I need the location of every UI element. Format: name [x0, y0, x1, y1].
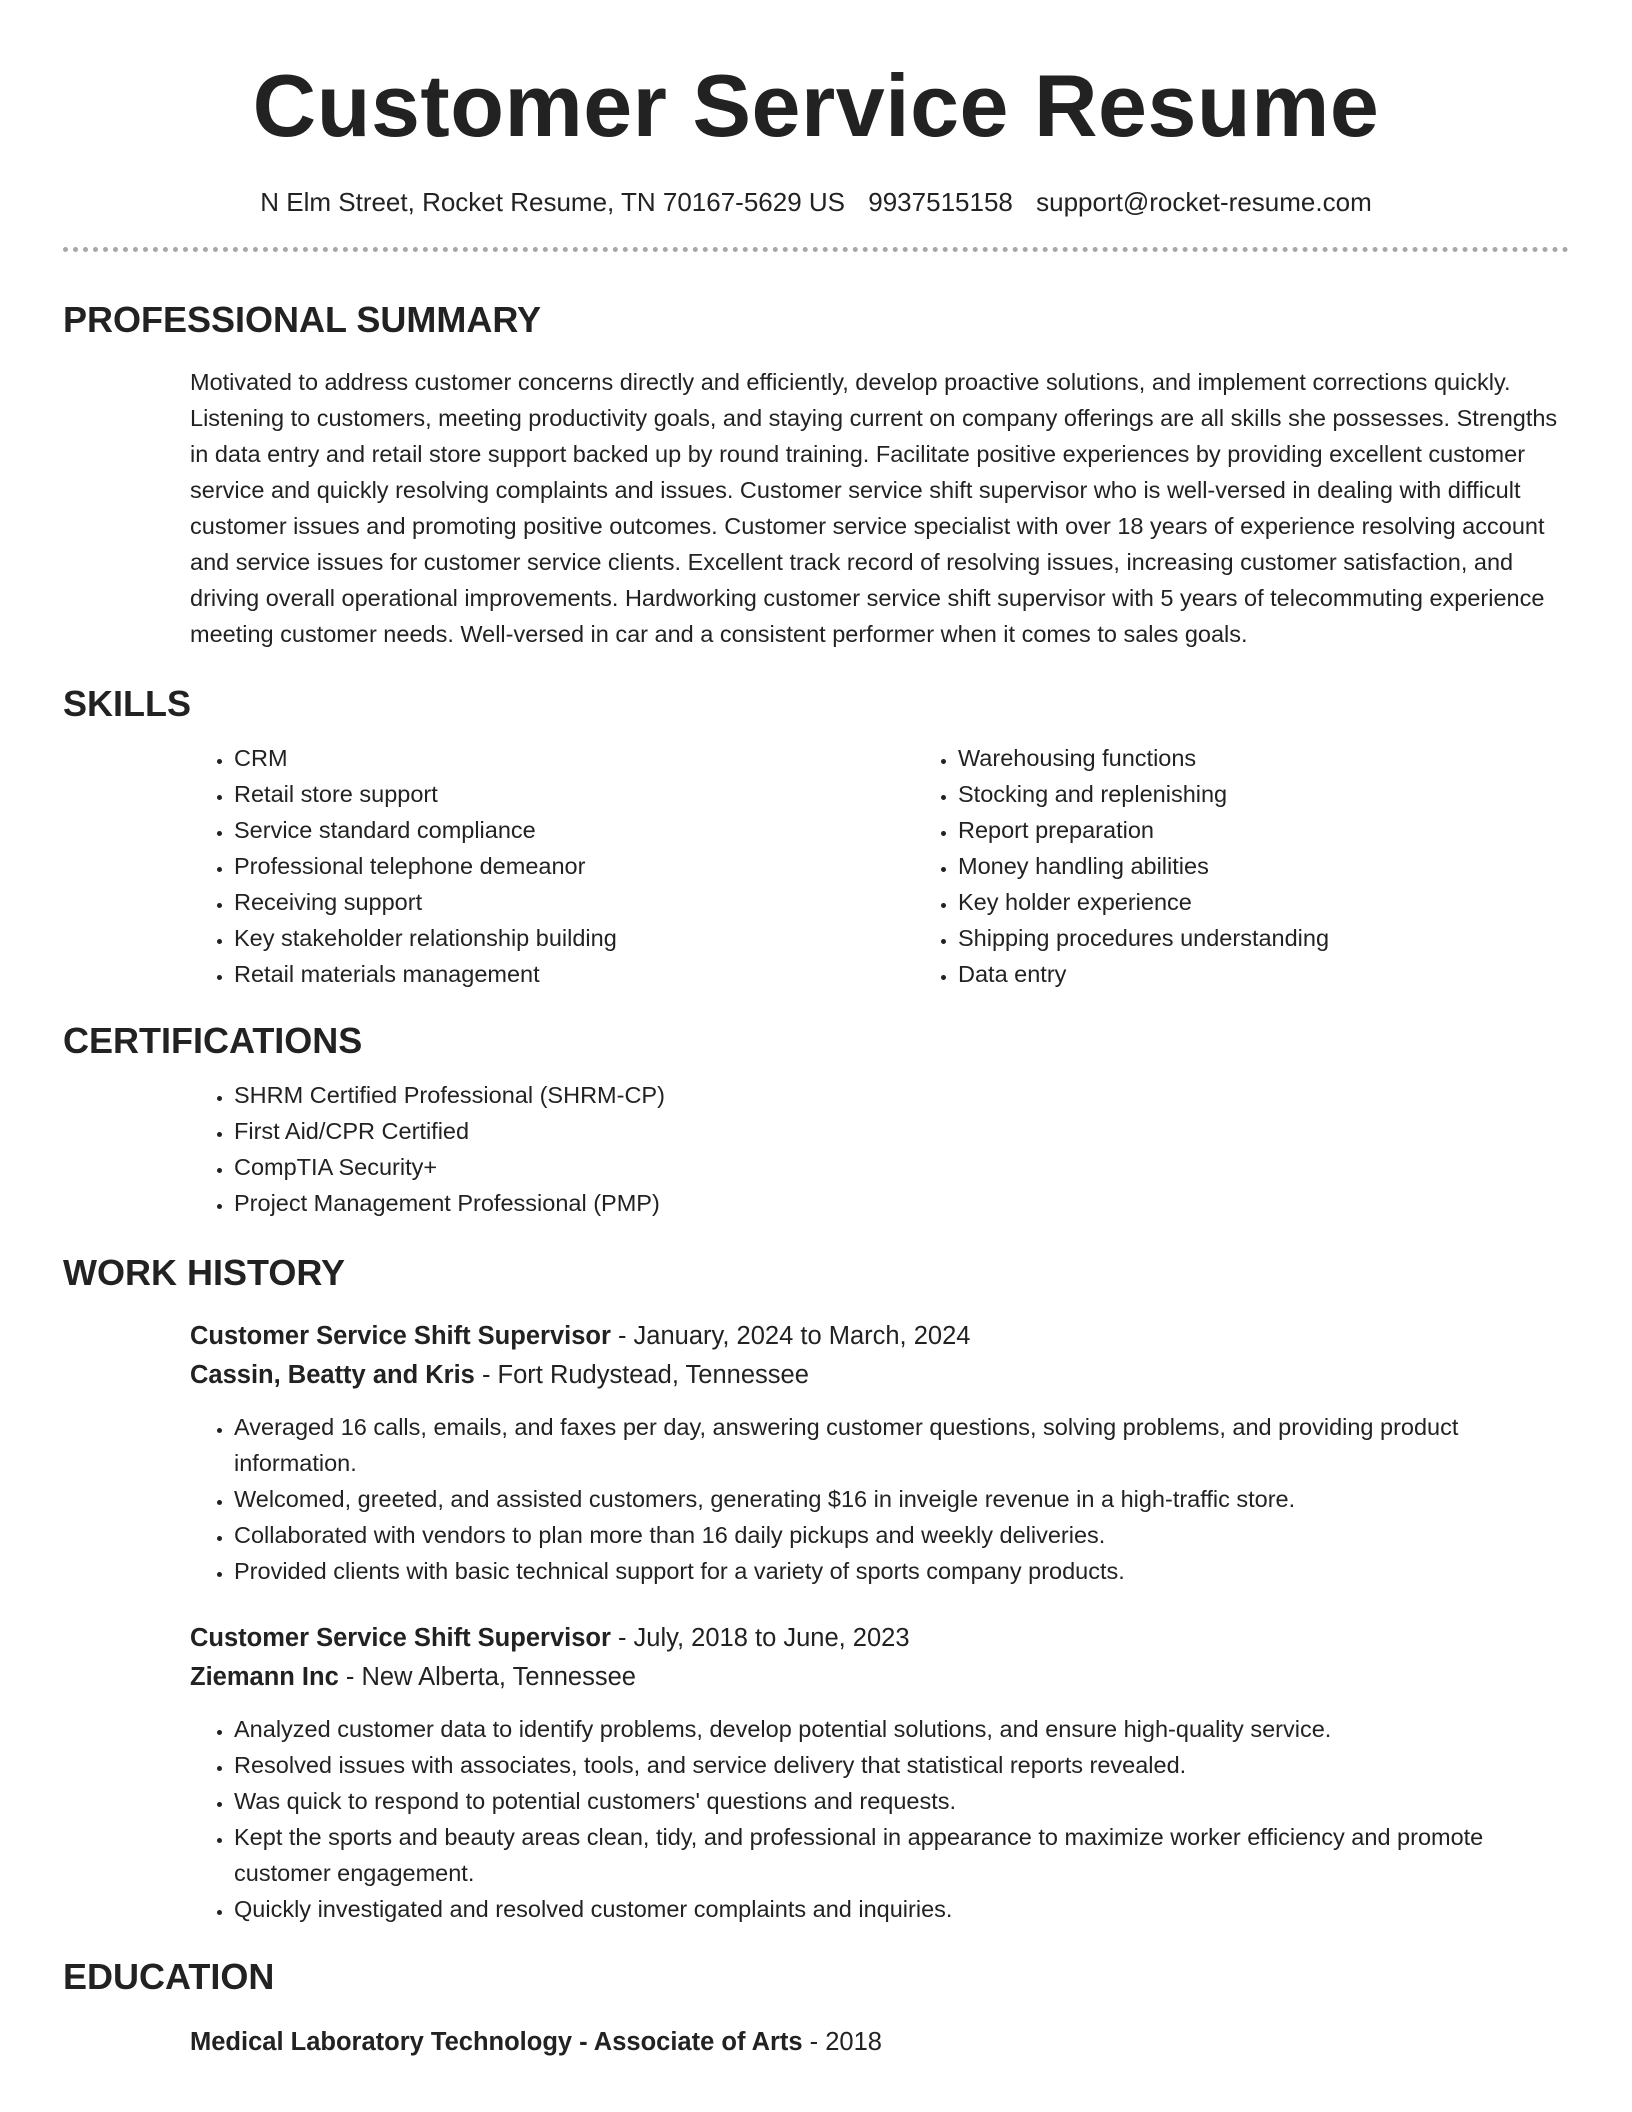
- skills-heading: SKILLS: [63, 683, 192, 724]
- job-company-line: [190, 1356, 1569, 1395]
- summary-heading: PROFESSIONAL SUMMARY: [63, 299, 542, 340]
- header-divider: [63, 247, 1569, 252]
- certification-item: • Project Management Professional (PMP): [234, 1185, 1569, 1221]
- education-heading: EDUCATION: [63, 1956, 275, 1997]
- certifications-heading: CERTIFICATIONS: [63, 1020, 363, 1061]
- job-dates: - January, 2024 to March, 2024: [610, 1322, 971, 1350]
- skill-item: • Money handling abilities: [958, 848, 1632, 884]
- job-bullet: • Welcomed, greeted, and assisted customers, generating $16 in inveigle revenue in a high-traffic store.: [234, 1481, 1569, 1517]
- certifications-list: [190, 1077, 1569, 1221]
- job-bullet: • Kept the sports and beauty areas clean, tidy, and professional in appearance to maximize worker efficiency and promote customer engagement.: [234, 1819, 1569, 1891]
- job-role: Customer Service Shift Supervisor: [190, 1322, 611, 1350]
- certification-item: • CompTIA Security+: [234, 1149, 1569, 1185]
- contact-phone: 9937515158: [868, 187, 1013, 217]
- job-bullet: • Quickly investigated and resolved customer complaints and inquiries.: [234, 1891, 1569, 1927]
- education-degree: Medical Laboratory Technology - Associate of Arts: [190, 2028, 803, 2056]
- job-title-line: [190, 1317, 1569, 1356]
- job-company-line: [190, 1658, 1569, 1697]
- skill-item: • Warehousing functions: [958, 740, 1632, 776]
- skills-list-left: [190, 740, 914, 992]
- skill-item: • Shipping procedures understanding: [958, 920, 1632, 956]
- skill-item: • Report preparation: [958, 812, 1632, 848]
- job-bullets: [190, 1711, 1569, 1927]
- job-company: Ziemann Inc: [190, 1663, 339, 1691]
- skill-item: • Service standard compliance: [234, 812, 914, 848]
- job-bullet: • Analyzed customer data to identify problems, develop potential solutions, and ensure high-quality service.: [234, 1711, 1569, 1747]
- resume-header: [63, 0, 1569, 218]
- resume-title: Customer Service Resume: [252, 56, 1380, 155]
- skill-item: • Data entry: [958, 956, 1632, 992]
- job-dates: - July, 2018 to June, 2023: [610, 1624, 910, 1652]
- skill-item: • Professional telephone demeanor: [234, 848, 914, 884]
- skill-item: • Stocking and replenishing: [958, 776, 1632, 812]
- job-entry: [190, 1317, 1569, 1589]
- work-history-section: [63, 1251, 1569, 1927]
- certification-item: • First Aid/CPR Certified: [234, 1113, 1569, 1149]
- education-section: [63, 1955, 1569, 2062]
- skill-item: • Retail materials management: [234, 956, 914, 992]
- contact-address: N Elm Street, Rocket Resume, TN 70167-5629 US: [260, 187, 846, 217]
- summary-text: Motivated to address customer concerns directly and efficiently, develop proactive solutions, and implement corrections quickly. Listening to customers, meeting productivity goals, and staying current on company offerings are all skills she possesses. Strengths in data entry and retail store support backed up by round training. Facilitate positive experiences by providing excellent customer service and quickly resolving complaints and issues. Customer service shift supervisor who is well-versed in dealing with difficult customer issues and promoting positive outcomes. Customer service specialist with over 18 years of experience resolving account and service issues for customer service clients. Excellent track record of resolving issues, increasing customer satisfaction, and driving overall operational improvements. Hardworking customer service shift supervisor with 5 years of telecommuting experience meeting customer needs. Well-versed in car and a consistent performer when it comes to sales goals.: [190, 369, 1558, 647]
- work-history-heading: WORK HISTORY: [63, 1252, 346, 1293]
- job-bullet: • Was quick to respond to potential customers' questions and requests.: [234, 1783, 1569, 1819]
- job-location: - New Alberta, Tennessee: [338, 1663, 636, 1691]
- job-entry: [190, 1619, 1569, 1927]
- skill-item: • Key holder experience: [958, 884, 1632, 920]
- education-entry: [190, 2023, 1569, 2062]
- job-bullet: • Provided clients with basic technical support for a variety of sports company products.: [234, 1553, 1569, 1589]
- skill-item: • CRM: [234, 740, 914, 776]
- education-year: - 2018: [802, 2028, 882, 2056]
- job-bullet: • Resolved issues with associates, tools, and service delivery that statistical reports revealed.: [234, 1747, 1569, 1783]
- job-location: - Fort Rudystead, Tennessee: [474, 1361, 809, 1389]
- summary-section: [63, 298, 1569, 652]
- certifications-section: [63, 1019, 1569, 1221]
- job-bullets: [190, 1409, 1569, 1589]
- job-role: Customer Service Shift Supervisor: [190, 1624, 611, 1652]
- skill-item: • Key stakeholder relationship building: [234, 920, 914, 956]
- certification-item: • SHRM Certified Professional (SHRM-CP): [234, 1077, 1569, 1113]
- skills-grid: [63, 726, 1569, 992]
- skills-list-right: [914, 740, 1632, 992]
- contact-line: [63, 186, 1569, 218]
- skill-item: • Retail store support: [234, 776, 914, 812]
- job-bullet: • Collaborated with vendors to plan more than 16 daily pickups and weekly deliveries.: [234, 1517, 1569, 1553]
- job-title-line: [190, 1619, 1569, 1658]
- skills-section: [63, 682, 1569, 992]
- skill-item: • Receiving support: [234, 884, 914, 920]
- job-bullet: • Averaged 16 calls, emails, and faxes per day, answering customer questions, solving problems, and providing product information.: [234, 1409, 1569, 1481]
- contact-email: support@rocket-resume.com: [1036, 187, 1372, 217]
- job-company: Cassin, Beatty and Kris: [190, 1361, 475, 1389]
